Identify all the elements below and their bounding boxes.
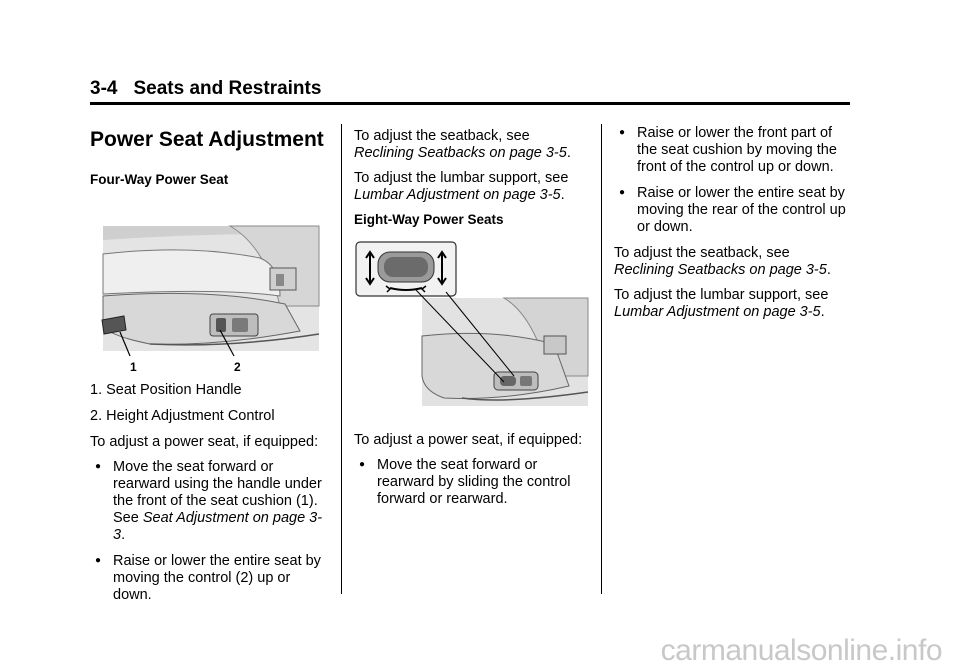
legend-item: 2. Height Adjustment Control [90,408,275,424]
bullet-icon: ● [619,127,626,138]
callout-2: 2 [234,360,241,374]
intro-text: To adjust a power seat, if equipped: [90,434,319,450]
page-number: 3-4 [90,78,118,99]
lumbar-reference: To adjust the lumbar support, see Lumbar Adjustment on page 3-5. [614,287,829,320]
bullet-list [354,457,590,508]
column-2 [354,128,590,517]
section-title: Seats and Restraints [133,78,322,99]
cross-reference-link[interactable]: Lumbar Adjustment on page 3-5 [614,304,821,320]
list-item: ● Raise or lower the front part of the seat cushion by moving the front of the control up or down. [619,125,837,175]
figure-legend [90,382,330,425]
watermark: carmanualsonline.info [660,634,942,667]
seatback-reference: To adjust the seatback, see Reclining Seatbacks on page 3-5. [614,245,831,278]
header-rule [90,102,850,105]
bullet-icon: ● [95,555,102,566]
bullet-icon: ● [619,187,626,198]
bullet-list [614,125,854,236]
eight-way-subheading: Eight-Way Power Seats [354,212,504,227]
column-3 [614,125,854,329]
seatback-reference: To adjust the seatback, see Reclining Seatbacks on page 3-5. [354,128,571,161]
eight-way-seat-illustration [354,236,590,426]
column-divider-2 [601,124,602,594]
column-1 [90,122,330,613]
intro-text: To adjust a power seat, if equipped: [354,432,583,448]
column-divider-1 [341,124,342,594]
list-item: ● Move the seat forward or rearward using the handle under the front of the seat cushion (1). See Seat Adjustment on page 3-3. [95,459,323,543]
section-heading: Power Seat Adjustment [90,128,324,151]
list-item: ● Raise or lower the entire seat by moving the control (2) up or down. [95,553,321,603]
legend-item: 1. Seat Position Handle [90,382,242,398]
bullet-list [90,459,330,604]
list-item: ● Raise or lower the entire seat by moving the rear of the control up or down. [619,185,846,235]
bullet-icon: ● [359,459,366,470]
cross-reference-link[interactable]: Seat Adjustment on page 3-3 [113,510,323,543]
callout-1: 1 [130,360,137,374]
list-item: ● Move the seat forward or rearward by sliding the control forward or rearward. [359,457,571,507]
page-header [90,78,321,100]
cross-reference-link[interactable]: Lumbar Adjustment on page 3-5 [354,187,561,203]
four-way-subheading: Four-Way Power Seat [90,172,229,187]
bullet-icon: ● [95,461,102,472]
cross-reference-link[interactable]: Reclining Seatbacks on page 3-5 [614,262,827,278]
lumbar-reference: To adjust the lumbar support, see Lumbar Adjustment on page 3-5. [354,170,569,203]
cross-reference-link[interactable]: Reclining Seatbacks on page 3-5 [354,145,567,161]
four-way-seat-illustration [90,196,326,376]
